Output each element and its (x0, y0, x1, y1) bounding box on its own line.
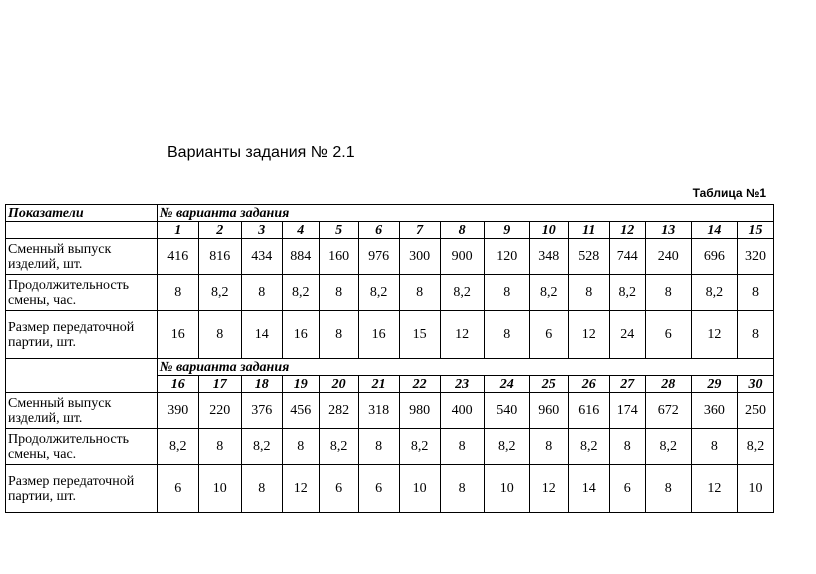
value-cell: 8 (319, 275, 358, 311)
value-cell: 6 (157, 465, 198, 513)
value-cell: 8 (645, 275, 691, 311)
value-cell: 240 (645, 239, 691, 275)
variant-number: 17 (198, 376, 241, 393)
value-cell: 816 (198, 239, 241, 275)
value-cell: 8 (399, 275, 440, 311)
variant-number: 1 (157, 222, 198, 239)
variant-number: 26 (568, 376, 609, 393)
variant-number: 4 (282, 222, 319, 239)
table-row (6, 275, 774, 311)
value-cell: 8,2 (440, 275, 484, 311)
table-row (6, 429, 774, 465)
value-cell: 120 (484, 239, 529, 275)
row-label: Продолжительность смены, час. (6, 275, 158, 311)
value-cell: 6 (645, 311, 691, 359)
value-cell: 900 (440, 239, 484, 275)
value-cell: 8,2 (241, 429, 282, 465)
variant-number: 3 (241, 222, 282, 239)
variant-number: 23 (440, 376, 484, 393)
variants-table (5, 204, 774, 513)
value-cell: 8 (198, 429, 241, 465)
value-cell: 6 (358, 465, 399, 513)
value-cell: 8 (241, 275, 282, 311)
value-cell: 6 (529, 311, 568, 359)
table-row (6, 239, 774, 275)
variant-number: 9 (484, 222, 529, 239)
variant-number: 12 (609, 222, 645, 239)
variant-group-header: № варианта задания (157, 359, 773, 376)
value-cell: 8 (198, 311, 241, 359)
value-cell: 8 (529, 429, 568, 465)
value-cell: 12 (691, 465, 737, 513)
value-cell: 8 (282, 429, 319, 465)
value-cell: 8,2 (529, 275, 568, 311)
value-cell: 8,2 (645, 429, 691, 465)
value-cell: 8 (691, 429, 737, 465)
value-cell: 160 (319, 239, 358, 275)
value-cell: 250 (737, 393, 773, 429)
value-cell: 8 (358, 429, 399, 465)
value-cell: 8,2 (198, 275, 241, 311)
empty-cell (6, 222, 158, 239)
value-cell: 16 (282, 311, 319, 359)
row-label: Сменный выпуск изделий, шт. (6, 239, 158, 275)
value-cell: 300 (399, 239, 440, 275)
value-cell: 360 (691, 393, 737, 429)
value-cell: 980 (399, 393, 440, 429)
variant-number: 28 (645, 376, 691, 393)
variant-number: 8 (440, 222, 484, 239)
table-caption: Таблица №1 (692, 186, 766, 200)
value-cell: 8,2 (737, 429, 773, 465)
value-cell: 10 (484, 465, 529, 513)
value-cell: 320 (737, 239, 773, 275)
value-cell: 390 (157, 393, 198, 429)
value-cell: 318 (358, 393, 399, 429)
value-cell: 672 (645, 393, 691, 429)
value-cell: 8,2 (568, 429, 609, 465)
value-cell: 8,2 (319, 429, 358, 465)
empty-cell (6, 359, 158, 393)
variant-number: 15 (737, 222, 773, 239)
value-cell: 348 (529, 239, 568, 275)
table-row (6, 311, 774, 359)
value-cell: 884 (282, 239, 319, 275)
value-cell: 14 (241, 311, 282, 359)
variant-number: 14 (691, 222, 737, 239)
variant-number: 24 (484, 376, 529, 393)
value-cell: 8 (484, 275, 529, 311)
value-cell: 8,2 (484, 429, 529, 465)
value-cell: 15 (399, 311, 440, 359)
value-cell: 8,2 (157, 429, 198, 465)
value-cell: 12 (691, 311, 737, 359)
variant-number: 22 (399, 376, 440, 393)
indicator-header: Показатели (6, 205, 158, 222)
variant-number: 19 (282, 376, 319, 393)
value-cell: 8 (737, 275, 773, 311)
variant-number: 13 (645, 222, 691, 239)
value-cell: 540 (484, 393, 529, 429)
value-cell: 282 (319, 393, 358, 429)
value-cell: 10 (198, 465, 241, 513)
value-cell: 8 (241, 465, 282, 513)
value-cell: 416 (157, 239, 198, 275)
value-cell: 8 (319, 311, 358, 359)
variant-number: 2 (198, 222, 241, 239)
variant-number: 30 (737, 376, 773, 393)
value-cell: 528 (568, 239, 609, 275)
variant-number: 6 (358, 222, 399, 239)
value-cell: 10 (399, 465, 440, 513)
value-cell: 12 (440, 311, 484, 359)
value-cell: 12 (282, 465, 319, 513)
value-cell: 376 (241, 393, 282, 429)
page-title: Варианты задания № 2.1 (167, 144, 355, 161)
value-cell: 8 (737, 311, 773, 359)
row-label: Размер передаточной партии, шт. (6, 311, 158, 359)
group-header-row (6, 359, 774, 376)
value-cell: 14 (568, 465, 609, 513)
variant-number: 21 (358, 376, 399, 393)
value-cell: 976 (358, 239, 399, 275)
variant-number: 7 (399, 222, 440, 239)
row-label: Сменный выпуск изделий, шт. (6, 393, 158, 429)
value-cell: 8,2 (282, 275, 319, 311)
table-row (6, 393, 774, 429)
value-cell: 8,2 (609, 275, 645, 311)
value-cell: 8,2 (399, 429, 440, 465)
value-cell: 8,2 (358, 275, 399, 311)
value-cell: 8 (440, 465, 484, 513)
table-row (6, 465, 774, 513)
variant-number: 29 (691, 376, 737, 393)
value-cell: 16 (358, 311, 399, 359)
variant-number: 10 (529, 222, 568, 239)
value-cell: 24 (609, 311, 645, 359)
value-cell: 10 (737, 465, 773, 513)
value-cell: 456 (282, 393, 319, 429)
value-cell: 12 (529, 465, 568, 513)
value-cell: 960 (529, 393, 568, 429)
variant-number: 16 (157, 376, 198, 393)
value-cell: 8,2 (691, 275, 737, 311)
variant-number: 20 (319, 376, 358, 393)
variant-number: 11 (568, 222, 609, 239)
variant-number: 18 (241, 376, 282, 393)
value-cell: 400 (440, 393, 484, 429)
value-cell: 744 (609, 239, 645, 275)
value-cell: 8 (157, 275, 198, 311)
value-cell: 8 (645, 465, 691, 513)
value-cell: 434 (241, 239, 282, 275)
variant-group-header: № варианта задания (157, 205, 773, 222)
value-cell: 8 (440, 429, 484, 465)
variant-number: 5 (319, 222, 358, 239)
value-cell: 8 (568, 275, 609, 311)
value-cell: 220 (198, 393, 241, 429)
row-label: Продолжительность смены, час. (6, 429, 158, 465)
value-cell: 616 (568, 393, 609, 429)
value-cell: 174 (609, 393, 645, 429)
value-cell: 16 (157, 311, 198, 359)
value-cell: 8 (484, 311, 529, 359)
value-cell: 6 (319, 465, 358, 513)
row-label: Размер передаточной партии, шт. (6, 465, 158, 513)
value-cell: 696 (691, 239, 737, 275)
variant-number-row (6, 222, 774, 239)
value-cell: 8 (609, 429, 645, 465)
value-cell: 12 (568, 311, 609, 359)
group-header-row (6, 205, 774, 222)
value-cell: 6 (609, 465, 645, 513)
variant-number: 27 (609, 376, 645, 393)
variant-number: 25 (529, 376, 568, 393)
